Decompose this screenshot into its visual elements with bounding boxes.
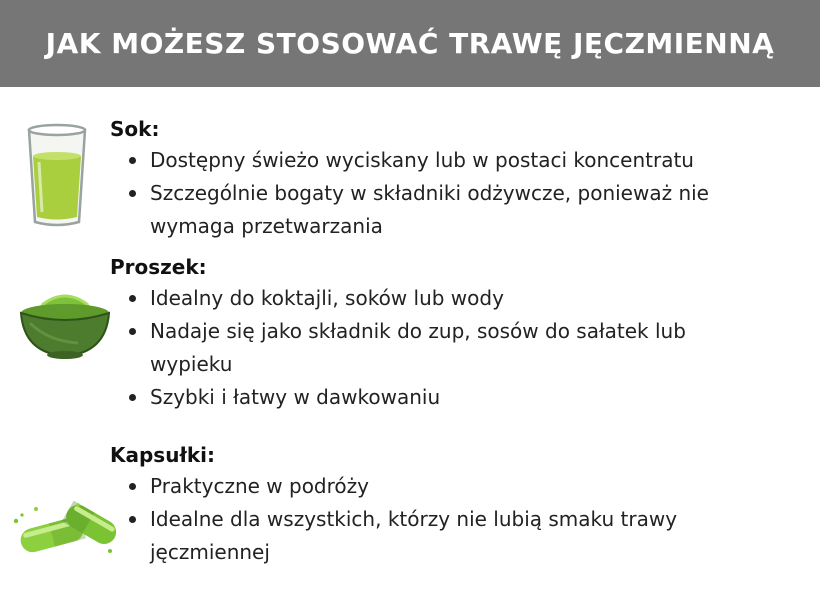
page-title: JAK MOŻESZ STOSOWAĆ TRAWĘ JĘCZMIENNĄ [45,27,775,60]
list-item: Dostępny świeżo wyciskany lub w postaci koncentratu [110,144,770,177]
bullet-list [110,282,750,414]
header-banner [0,0,820,87]
section-kapsulki [110,442,730,569]
list-item: Szybki i łatwy w dawkowaniu [110,381,750,414]
bullet-list [110,470,730,569]
juice-glass-icon [25,122,89,230]
list-item: Idealne dla wszystkich, którzy nie lubią smaku trawy jęczmiennej [110,503,730,569]
section-proszek [110,254,750,414]
section-heading: Sok: [110,117,160,141]
powder-bowl-icon [18,283,112,361]
list-item: Nadaje się jako składnik do zup, sosów do sałatek lub wypieku [110,315,750,381]
list-item: Szczególnie bogaty w składniki odżywcze, ponieważ nie wymaga przetwarzania [110,177,770,243]
section-heading: Kapsułki: [110,443,216,467]
capsules-icon [12,497,120,559]
section-heading: Proszek: [110,255,207,279]
list-item: Idealny do koktajli, soków lub wody [110,282,750,315]
bullet-list [110,144,770,243]
list-item: Praktyczne w podróży [110,470,730,503]
section-sok [110,116,770,243]
